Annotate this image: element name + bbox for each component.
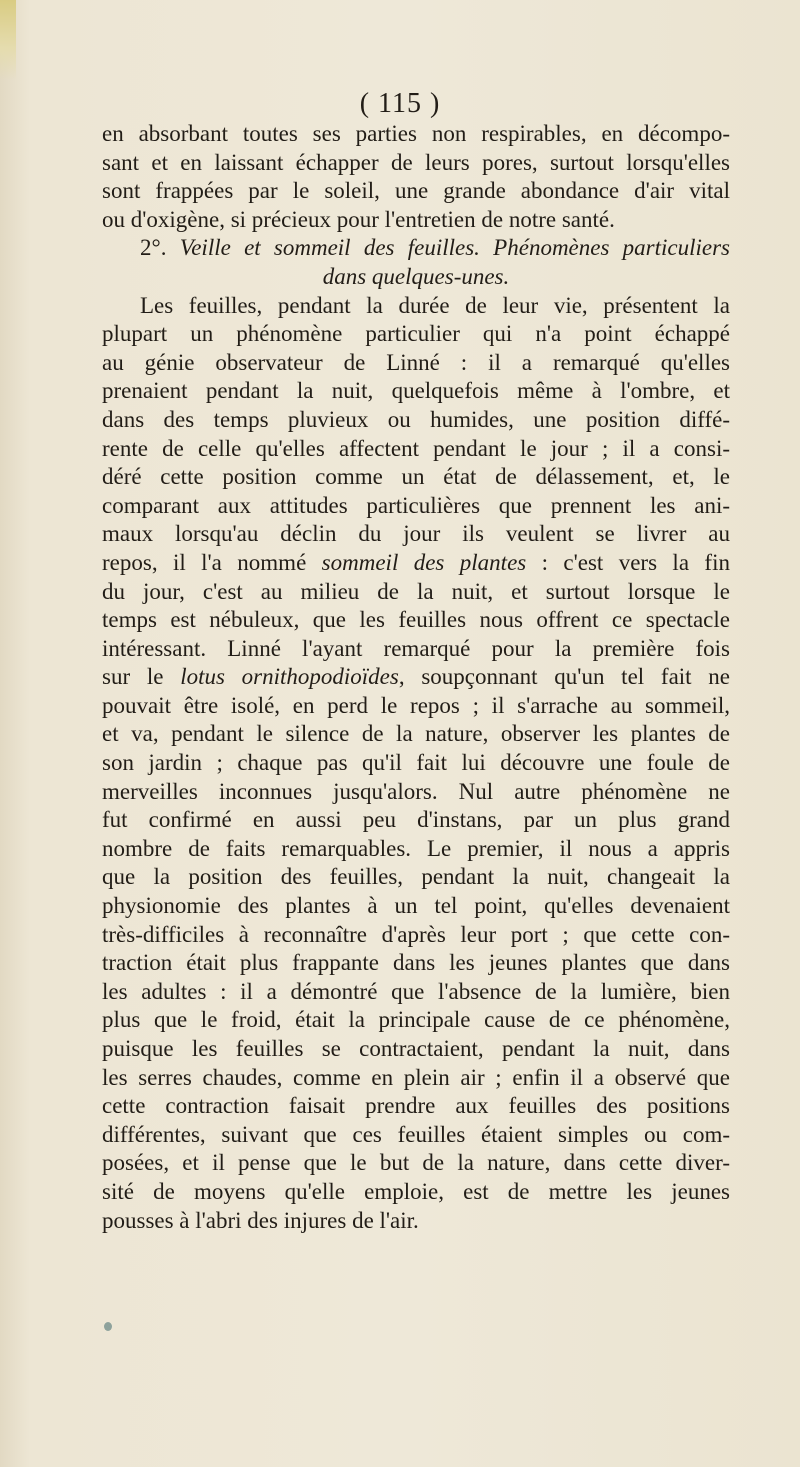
text-line: merveilles inconnues jusqu'alors. Nul autre phénomène ne (102, 778, 730, 804)
section-number: 2°. (140, 235, 167, 261)
italic-term: lotus ornithopodioïdes (180, 664, 399, 690)
text-fragment: : c'est vers la fin (526, 549, 730, 575)
text-line: du jour, c'est au milieu de la nuit, et surtout lorsque le (102, 578, 730, 604)
body-paragraph (102, 292, 730, 1236)
text-line: cette contraction faisait prendre aux feuilles des positions (102, 1093, 730, 1119)
page-text (102, 120, 730, 1235)
text-line: les adultes : il a démontré que l'absence de la lumière, bien (102, 978, 730, 1004)
text-line: temps est nébuleux, que les feuilles nous offrent ce spectacle (102, 607, 730, 633)
text-line: prenaient pendant la nuit, quelquefois même à l'ombre, et (102, 378, 730, 404)
text-line: plupart un phénomène particulier qui n'a point échappé (102, 321, 730, 347)
text-line: Les feuilles, pendant la durée de leur vie, présentent la (140, 292, 730, 318)
text-line: son jardin ; chaque pas qu'il fait lui découvre une foule de (102, 750, 730, 776)
text-line: intéressant. Linné l'ayant remarqué pour la première fois (102, 635, 730, 661)
text-line: que la position des feuilles, pendant la nuit, changeait la (102, 864, 730, 890)
text-line: posées, et il pense que le but de la nature, dans cette diver- (102, 1150, 730, 1176)
text-line: puisque les feuilles se contractaient, pendant la nuit, dans (102, 1036, 730, 1061)
text-line: sant et en laissant échapper de leurs pores, surtout lorsqu'elles (102, 149, 730, 175)
text-line: pouvait être isolé, en perd le repos ; il s'arrache au sommeil, (102, 692, 730, 718)
text-line: les serres chaudes, comme en plein air ; enfin il a observé que (102, 1064, 730, 1090)
text-fragment: , soupçonnant qu'un tel fait ne (398, 664, 730, 690)
text-line: ou d'oxigène, si précieux pour l'entretien de notre santé. (102, 206, 615, 232)
ink-spot (104, 1322, 112, 1331)
italic-term: sommeil des plantes (321, 549, 527, 575)
text-line: rente de celle qu'elles affectent pendant le jour ; il a consi- (102, 435, 730, 461)
text-line: en absorbant toutes ses parties non respirables, en décompo- (102, 121, 730, 146)
section-title: Veille et sommeil des feuilles. Phénomènes particuliers (179, 235, 731, 261)
page-number: ( 115 ) (359, 88, 441, 119)
text-line: comparant aux attitudes particulières que prennent les ani- (102, 492, 730, 518)
text-line: sité de moyens qu'elle emploie, est de mettre les jeunes (102, 1178, 730, 1204)
text-line: dans des temps pluvieux ou humides, une position diffé- (102, 406, 730, 432)
text-line: traction était plus frappante dans les jeunes plantes que dans (102, 950, 730, 976)
text-line: plus que le froid, était la principale cause de ce phénomène, (102, 1007, 730, 1033)
text-fragment: repos, il l'a nommé (102, 549, 322, 575)
text-line: physionomie des plantes à un tel point, qu'elles devenaient (102, 893, 730, 919)
text-line: sont frappées par le soleil, une grande abondance d'air vital (102, 178, 730, 204)
text-line: et va, pendant le silence de la nature, observer les plantes de (102, 721, 730, 747)
text-line: très-difficiles à reconnaître d'après leur port ; que cette con- (102, 921, 730, 947)
text-line: différentes, suivant que ces feuilles étaient simples ou com- (102, 1121, 730, 1147)
intro-paragraph (102, 120, 730, 234)
binding-stain (0, 0, 16, 80)
text-fragment: sur le (102, 664, 181, 690)
text-line: pousses à l'abri des injures de l'air. (102, 1207, 419, 1233)
text-line-lotus (102, 663, 730, 692)
text-line: fut confirmé en aussi peu d'instans, par un plus grand (102, 807, 730, 833)
text-line: nombre de faits remarquables. Le premier, il nous a appris (102, 835, 730, 861)
section-heading (102, 234, 730, 291)
text-line: déré cette position comme un état de délassement, et, le (102, 464, 730, 490)
heading-line-2: dans quelques-unes. (322, 263, 510, 289)
text-line: au génie observateur de Linné : il a remarqué qu'elles (102, 349, 730, 375)
text-line: maux lorsqu'au déclin du jour ils veulent se livrer au (102, 521, 730, 547)
heading-line-1 (102, 234, 730, 263)
text-line-sommeil (102, 549, 730, 578)
